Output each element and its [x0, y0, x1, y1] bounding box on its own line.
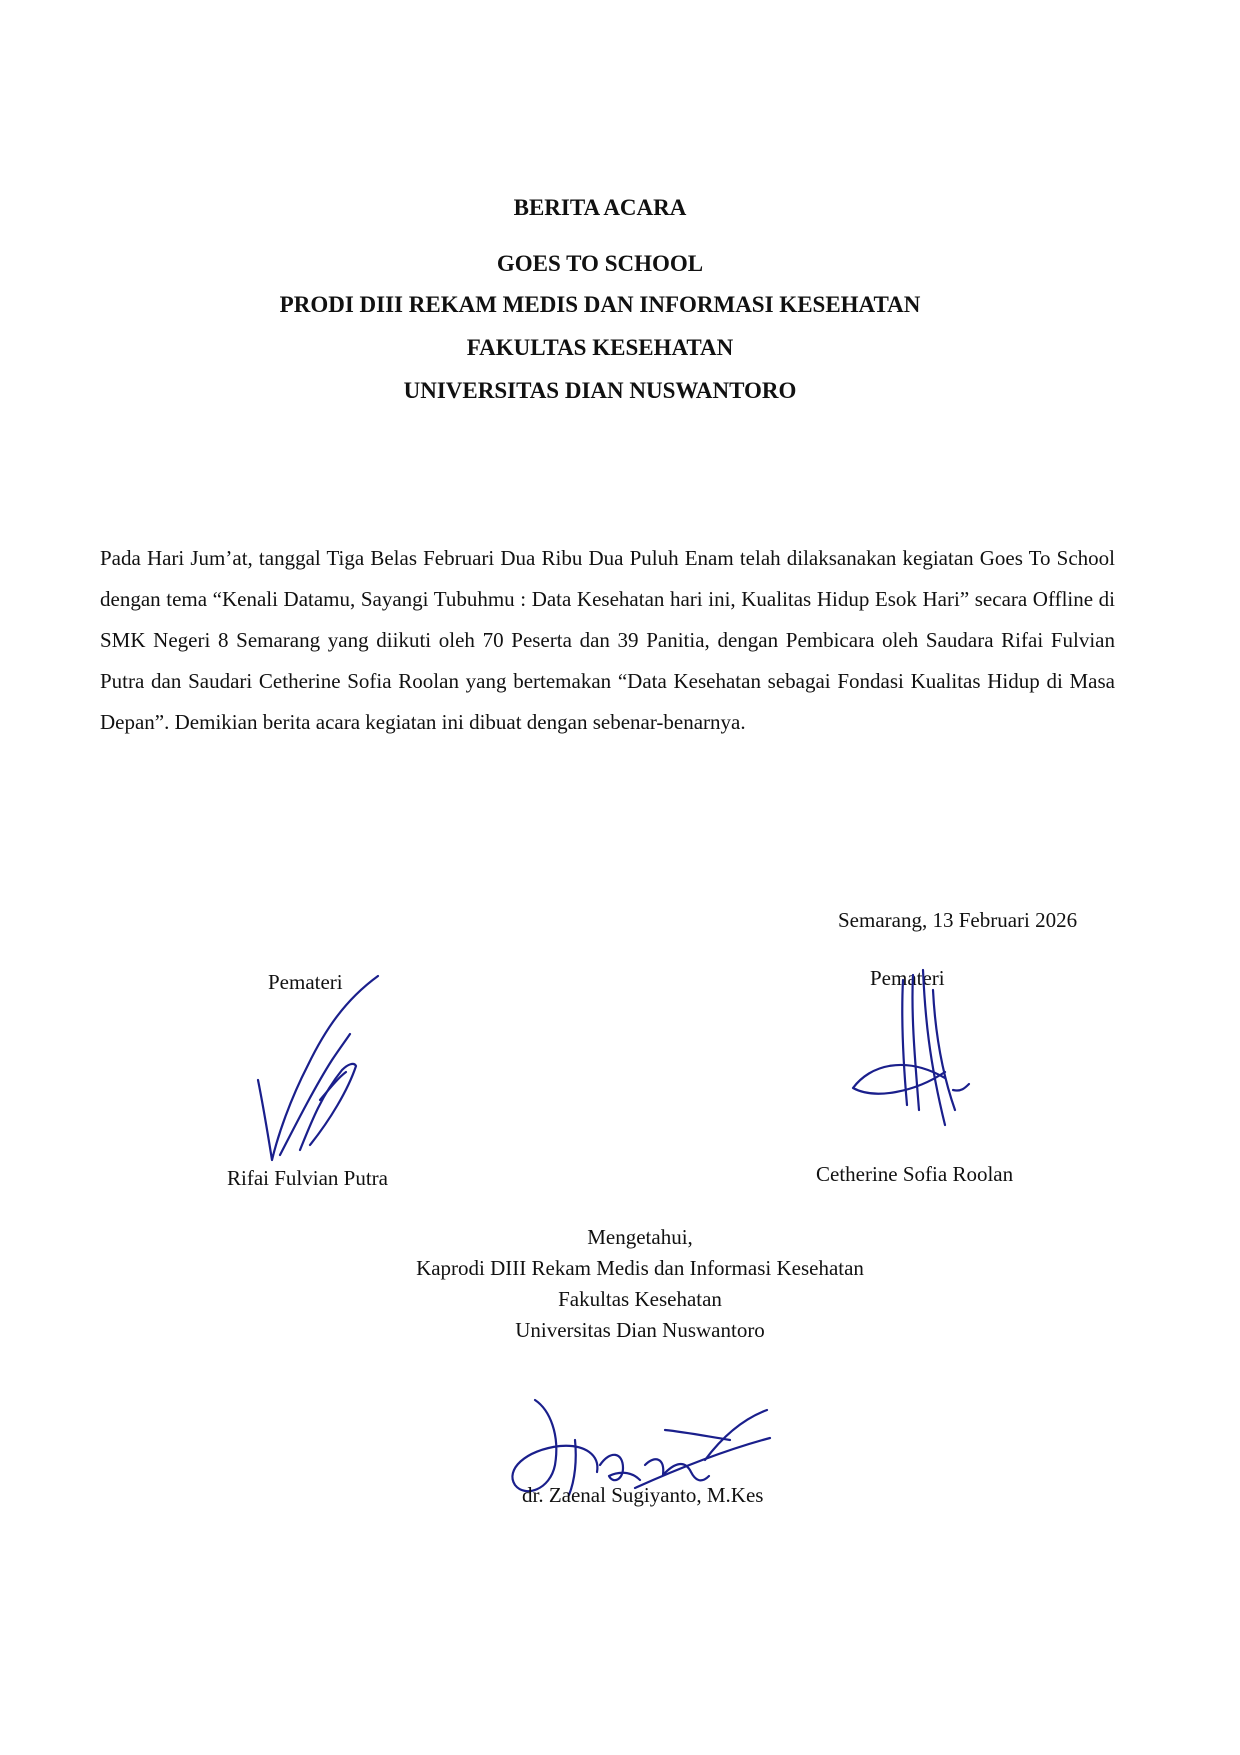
left-signer-role: Pemateri [268, 970, 343, 994]
ack-label: Mengetahui, [587, 1225, 693, 1249]
acknowledgement-block [380, 1222, 900, 1346]
header-university: UNIVERSITAS DIAN NUSWANTORO [403, 378, 797, 403]
ack-faculty: Fakultas Kesehatan [558, 1287, 722, 1311]
right-signer-role: Pemateri [870, 966, 945, 990]
header-event: GOES TO SCHOOL [496, 251, 704, 276]
left-signer-name: Rifai Fulvian Putra [227, 1166, 388, 1190]
left-signature-icon [250, 970, 390, 1180]
ack-position: Kaprodi DIII Rekam Medis dan Informasi Kesehatan [416, 1256, 864, 1280]
header-title: BERITA ACARA [513, 195, 687, 220]
body-paragraph: Pada Hari Jum’at, tanggal Tiga Belas Februari Dua Ribu Dua Puluh Enam telah dilaksanakan kegiatan Goes To School dengan tema “Kenali Datamu, Sayangi Tubuhmu : Data Kesehatan hari ini, Kualitas Hidup Esok Hari” secara Offline di SMK Negeri 8 Semarang yang diikuti oleh 70 Peserta dan 39 Panitia, dengan Pembicara oleh Saudara Rifai Fulvian Putra dan Saudari Cetherine Sofia Roolan yang bertemakan “Data Kesehatan sebagai Fondasi Kualitas Hidup di Masa Depan”. Demikian berita acara kegiatan ini dibuat dengan sebenar-benarnya. [100, 546, 1115, 734]
place-date: Semarang, 13 Februari 2026 [838, 908, 1078, 932]
ack-university: Universitas Dian Nuswantoro [515, 1318, 765, 1342]
right-signature-icon [845, 960, 985, 1130]
header-faculty: FAKULTAS KESEHATAN [466, 335, 734, 360]
head-signer-name: dr. Zaenal Sugiyanto, M.Kes [522, 1483, 764, 1507]
header-program: PRODI DIII REKAM MEDIS DAN INFORMASI KESEHATAN [279, 292, 921, 317]
right-signer-name: Cetherine Sofia Roolan [816, 1162, 1014, 1186]
